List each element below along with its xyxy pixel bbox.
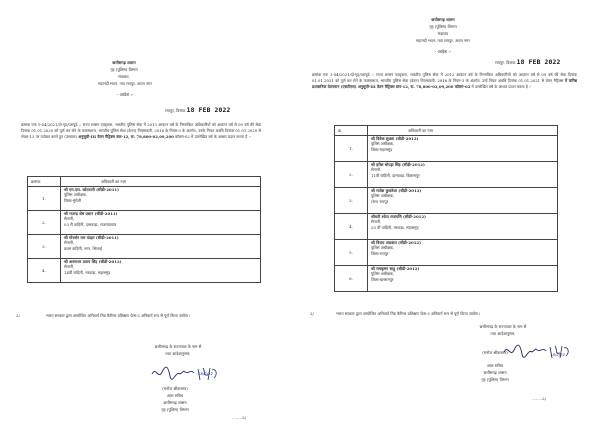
- para-intro: क्रमांक एफ 1-04/2021/दो-गृह/प्लायूर्ड :: राज्य शासन एतद्द्वारा, भारतीय पुलिस सेवा में 2012 आवंटन वर्ष के निम्नांकित अधिकारियों को आवंटन वर्ष से 09 वर्ष की सेवा दिनांक 01.01.2021 को पूर्ण कर लेने के फलस्वरूप, भारतीय पुलिस सेवा (वेतन) नियमावली, 2016 के नियम-3 के अंतर्गत, उन्हें नियत अवधि दिनांक 01.01.2021 से वेतन मैट्रिक्स: [312, 72, 577, 84]
- para2-text: भारत सरकार द्वारा आयोजित अनिवार्य मिड कैरियर प्रशिक्षण फेस-3 अनिवार्य रूप से पूर्ण किया जायेगा।: [336, 311, 480, 316]
- department-name: गृह (पुलिस) विभाग: [429, 24, 457, 29]
- date-line: [165, 107, 231, 114]
- officer-name: श्री गोवर्धन राम वंदहर (सीडी-2011): [64, 235, 119, 240]
- officer-cell: [368, 162, 558, 188]
- order-paragraph: [312, 72, 577, 90]
- officer-location: जिला-महासमुंद: [371, 146, 393, 152]
- officer-post: सेनानी,: [371, 167, 382, 173]
- officer-name: श्री रामकृष्ण साहू (सीडी-2012): [371, 266, 420, 271]
- officer-name: श्री अरुणधर प्रताप सिंह (सीडी-2012): [64, 259, 122, 264]
- para-emphasis: अनुसूची-III वेतन मैट्रिक्स स्तर-12, रू. 78,800-02,09,200: [78, 134, 174, 140]
- signatory-dept: गृह (पुलिस) विभाग: [161, 407, 189, 412]
- officer-cell: [368, 136, 558, 162]
- col-header-serial: क्रमांक: [28, 177, 61, 187]
- table-row: [335, 266, 558, 292]
- signatory-gov: छत्तीसगढ़ शासन: [483, 370, 507, 375]
- officer-cell: [61, 259, 261, 283]
- table-row: [28, 259, 261, 283]
- col-header-serial: क्र.: [335, 126, 368, 136]
- table-header-row: [28, 177, 261, 187]
- officer-location: 11वीं वाहिनी, दामवाड़ा, बिलासपुर: [371, 172, 420, 178]
- officer-name: श्री विवेक शुक्ला (सीडी-2012): [371, 136, 419, 141]
- para-tail: में उल्लेखित वर्ष के आधार प्रदान करता है :-: [471, 84, 532, 90]
- signature: [500, 340, 580, 362]
- officer-post: पुलिस अधीक्षक,: [371, 245, 395, 251]
- officer-name: श्रीमती श्वेता राजमणि (सीडी-2012): [371, 214, 426, 219]
- table-row: [335, 188, 558, 214]
- para-intro: क्रमांक एफ 1-04/2021/दो-गृह/प्लायूर्ड :: राज्य शासन एतद्द्वारा, भारतीय पुलिस सेवा में 2013 आवंटन वर्ष के निम्नांकित अधिकारियों को आवंटन वर्ष से 09 वर्ष की सेवा दिनांक 01.01.2020 को पूर्ण कर लेने के फलस्वरूप, भारतीय पुलिस सेवा (वेतन) नियमावली, 2016 के नियम-3 के अंतर्गत, उनके नियत अवधि दिनांक 01.01.2020 से लेवल-13 पर पदोन्नत करते हुए (उच्चतर): [21, 122, 261, 140]
- officer-post: पुलिस अधीक्षक,: [64, 192, 88, 198]
- table-header-row: [335, 126, 558, 136]
- sub-department: मंत्रालय,: [118, 74, 130, 79]
- officer-post: सेनानी,: [371, 219, 382, 225]
- officer-location: 03 री वाहिनी, दामवाड़ा, राजनांदगांव: [64, 221, 117, 227]
- table-row: [335, 214, 558, 240]
- row-number: 1.: [335, 136, 368, 162]
- governor-line-2: तथा आदेशानुसार,: [165, 351, 191, 356]
- row-number: 6.: [335, 266, 368, 292]
- officer-cell: [368, 266, 558, 292]
- officer-cell: [368, 188, 558, 214]
- place-date-label: रायपुर, दिनांक: [495, 60, 516, 65]
- table-row: [28, 211, 261, 235]
- officer-post: पुलिस अधीक्षक,: [371, 141, 395, 147]
- officer-location: 20 वीं वाहिनी, मरवाड़ा, महासमुंद: [371, 224, 419, 230]
- signatory-name: (मनोज श्रीवास्तव): [482, 350, 508, 355]
- gov-name: छत्तीसगढ़ शासन: [431, 17, 455, 22]
- table-row: [335, 240, 558, 266]
- row-number: 4.: [335, 214, 368, 240]
- para2-text: भारत सरकार द्वारा आयोजित अनिवार्य मिड कैरियर प्रशिक्षण फेस-3 अनिवार्य रूप से पूर्ण किया जायेगा।: [46, 313, 190, 318]
- date-line: [495, 59, 561, 66]
- officer-name: श्री राजन्द्र शेष प्रधान (सीडी-2011): [64, 211, 118, 216]
- para2-number: 2/: [310, 311, 314, 316]
- officer-post: पुलिस अधीक्षक,: [371, 193, 395, 199]
- address: महानदी भवन, नवा रायपुर, अटल नगर: [98, 81, 152, 86]
- address: महानदी भवन, नवा रायपुर, अटल नगर: [416, 38, 470, 43]
- para-emphasis: में कनिष्ठ प्रशासनिक वेतनमान (एसटीएस) अनुसूची-III वेतन मैट्रिक्स स्तर-12, रू. 78,800-02,09,200 कॉलम-02: [312, 78, 577, 90]
- order-paragraph: [21, 122, 261, 140]
- page-footer: ........2/: [532, 396, 547, 401]
- officer-cell: [61, 235, 261, 259]
- row-number: 2.: [335, 162, 368, 188]
- col-header-name: अधिकारी का नाम: [61, 177, 261, 187]
- sub-department: मंत्रालय: [437, 31, 449, 36]
- officer-name: श्री विजय अग्रवाल (सीडी-2012): [371, 240, 421, 245]
- row-number: 4.: [28, 259, 61, 283]
- place-date-label: रायपुर, दिनांक: [165, 108, 186, 113]
- officer-table: [27, 176, 261, 283]
- row-number: 2.: [28, 211, 61, 235]
- officer-name: श्री हरीश चोपड़ा सिंह (सीडी-2012): [371, 162, 425, 167]
- governor-line-1: छत्तीसगढ़ के राज्यपाल के नाम से: [479, 324, 527, 329]
- table-row: [335, 136, 558, 162]
- gov-name: छत्तीसगढ़ शासन: [112, 60, 136, 65]
- row-number: 3.: [28, 235, 61, 259]
- signature-date: 18/2/22: [198, 371, 213, 376]
- officer-name: श्री एम.एल. कोटवानी (सीडी-2011): [64, 187, 119, 192]
- governor-line-1: छत्तीसगढ़ के राज्यपाल के नाम से: [154, 344, 202, 349]
- officer-location: जिला-बलरामपुर: [371, 276, 394, 282]
- table-row: [335, 162, 558, 188]
- officer-table: [334, 125, 558, 292]
- page-footer: ........2/: [232, 415, 247, 420]
- signature: [148, 362, 238, 384]
- order-heading: - आदेश :-: [434, 50, 452, 55]
- officer-post: पुलिस अधीक्षक,: [371, 271, 395, 277]
- table-row: [28, 235, 261, 259]
- officer-post: सेनानी,: [64, 240, 75, 246]
- officer-cell: [61, 187, 261, 211]
- row-number: 1.: [28, 187, 61, 211]
- para-tail: कॉलम-02 में उल्लेखित वर्ष के आधार प्रदान करता है :-: [174, 134, 251, 140]
- table-row: [28, 187, 261, 211]
- row-number: 5.: [335, 240, 368, 266]
- officer-location: प्रथम वाहिनी, नगर, भिलाई: [64, 245, 102, 251]
- officer-cell: [368, 214, 558, 240]
- signature-date: 18/2/22: [550, 352, 565, 357]
- officer-location: जिला-मुंगेली: [64, 197, 82, 203]
- col-header-name: अधिकारी का नाम: [368, 126, 558, 136]
- officer-location: जिला-रायपुर: [371, 250, 389, 256]
- governor-line-2: तथा आदेशानुसार,: [490, 331, 516, 336]
- signatory-name: (मनोज श्रीवास्तव): [162, 386, 188, 391]
- officer-cell: [368, 240, 558, 266]
- signatory-dept: गृह (पुलिस) विभाग: [481, 377, 509, 382]
- date-stamp: 18 FEB 2022: [186, 107, 231, 114]
- officer-cell: [61, 211, 261, 235]
- order-heading: - आदेश :-: [116, 93, 134, 98]
- officer-location: 14वीं वाहिनी, मरवाड़ा, महासमुंद: [64, 269, 111, 275]
- signatory-gov: छत्तीसगढ़ शासन: [163, 400, 187, 405]
- date-stamp: 18 FEB 2022: [516, 59, 561, 66]
- para2-number: 2/: [16, 313, 20, 318]
- officer-location: (रेल) रायपुर: [371, 198, 389, 204]
- officer-name: श्री राजेश कुकरेजा (सीडी-2012): [371, 188, 422, 193]
- row-number: 3.: [335, 188, 368, 214]
- officer-post: सेनानी,: [64, 264, 75, 270]
- department-name: गृह (पुलिस) विभाग: [110, 67, 138, 72]
- order-page-right: [300, 0, 597, 434]
- signatory-title: अवर सचिव: [486, 363, 504, 368]
- signatory-title: अवर सचिव: [166, 393, 184, 398]
- officer-post: सेनानी,: [64, 216, 75, 222]
